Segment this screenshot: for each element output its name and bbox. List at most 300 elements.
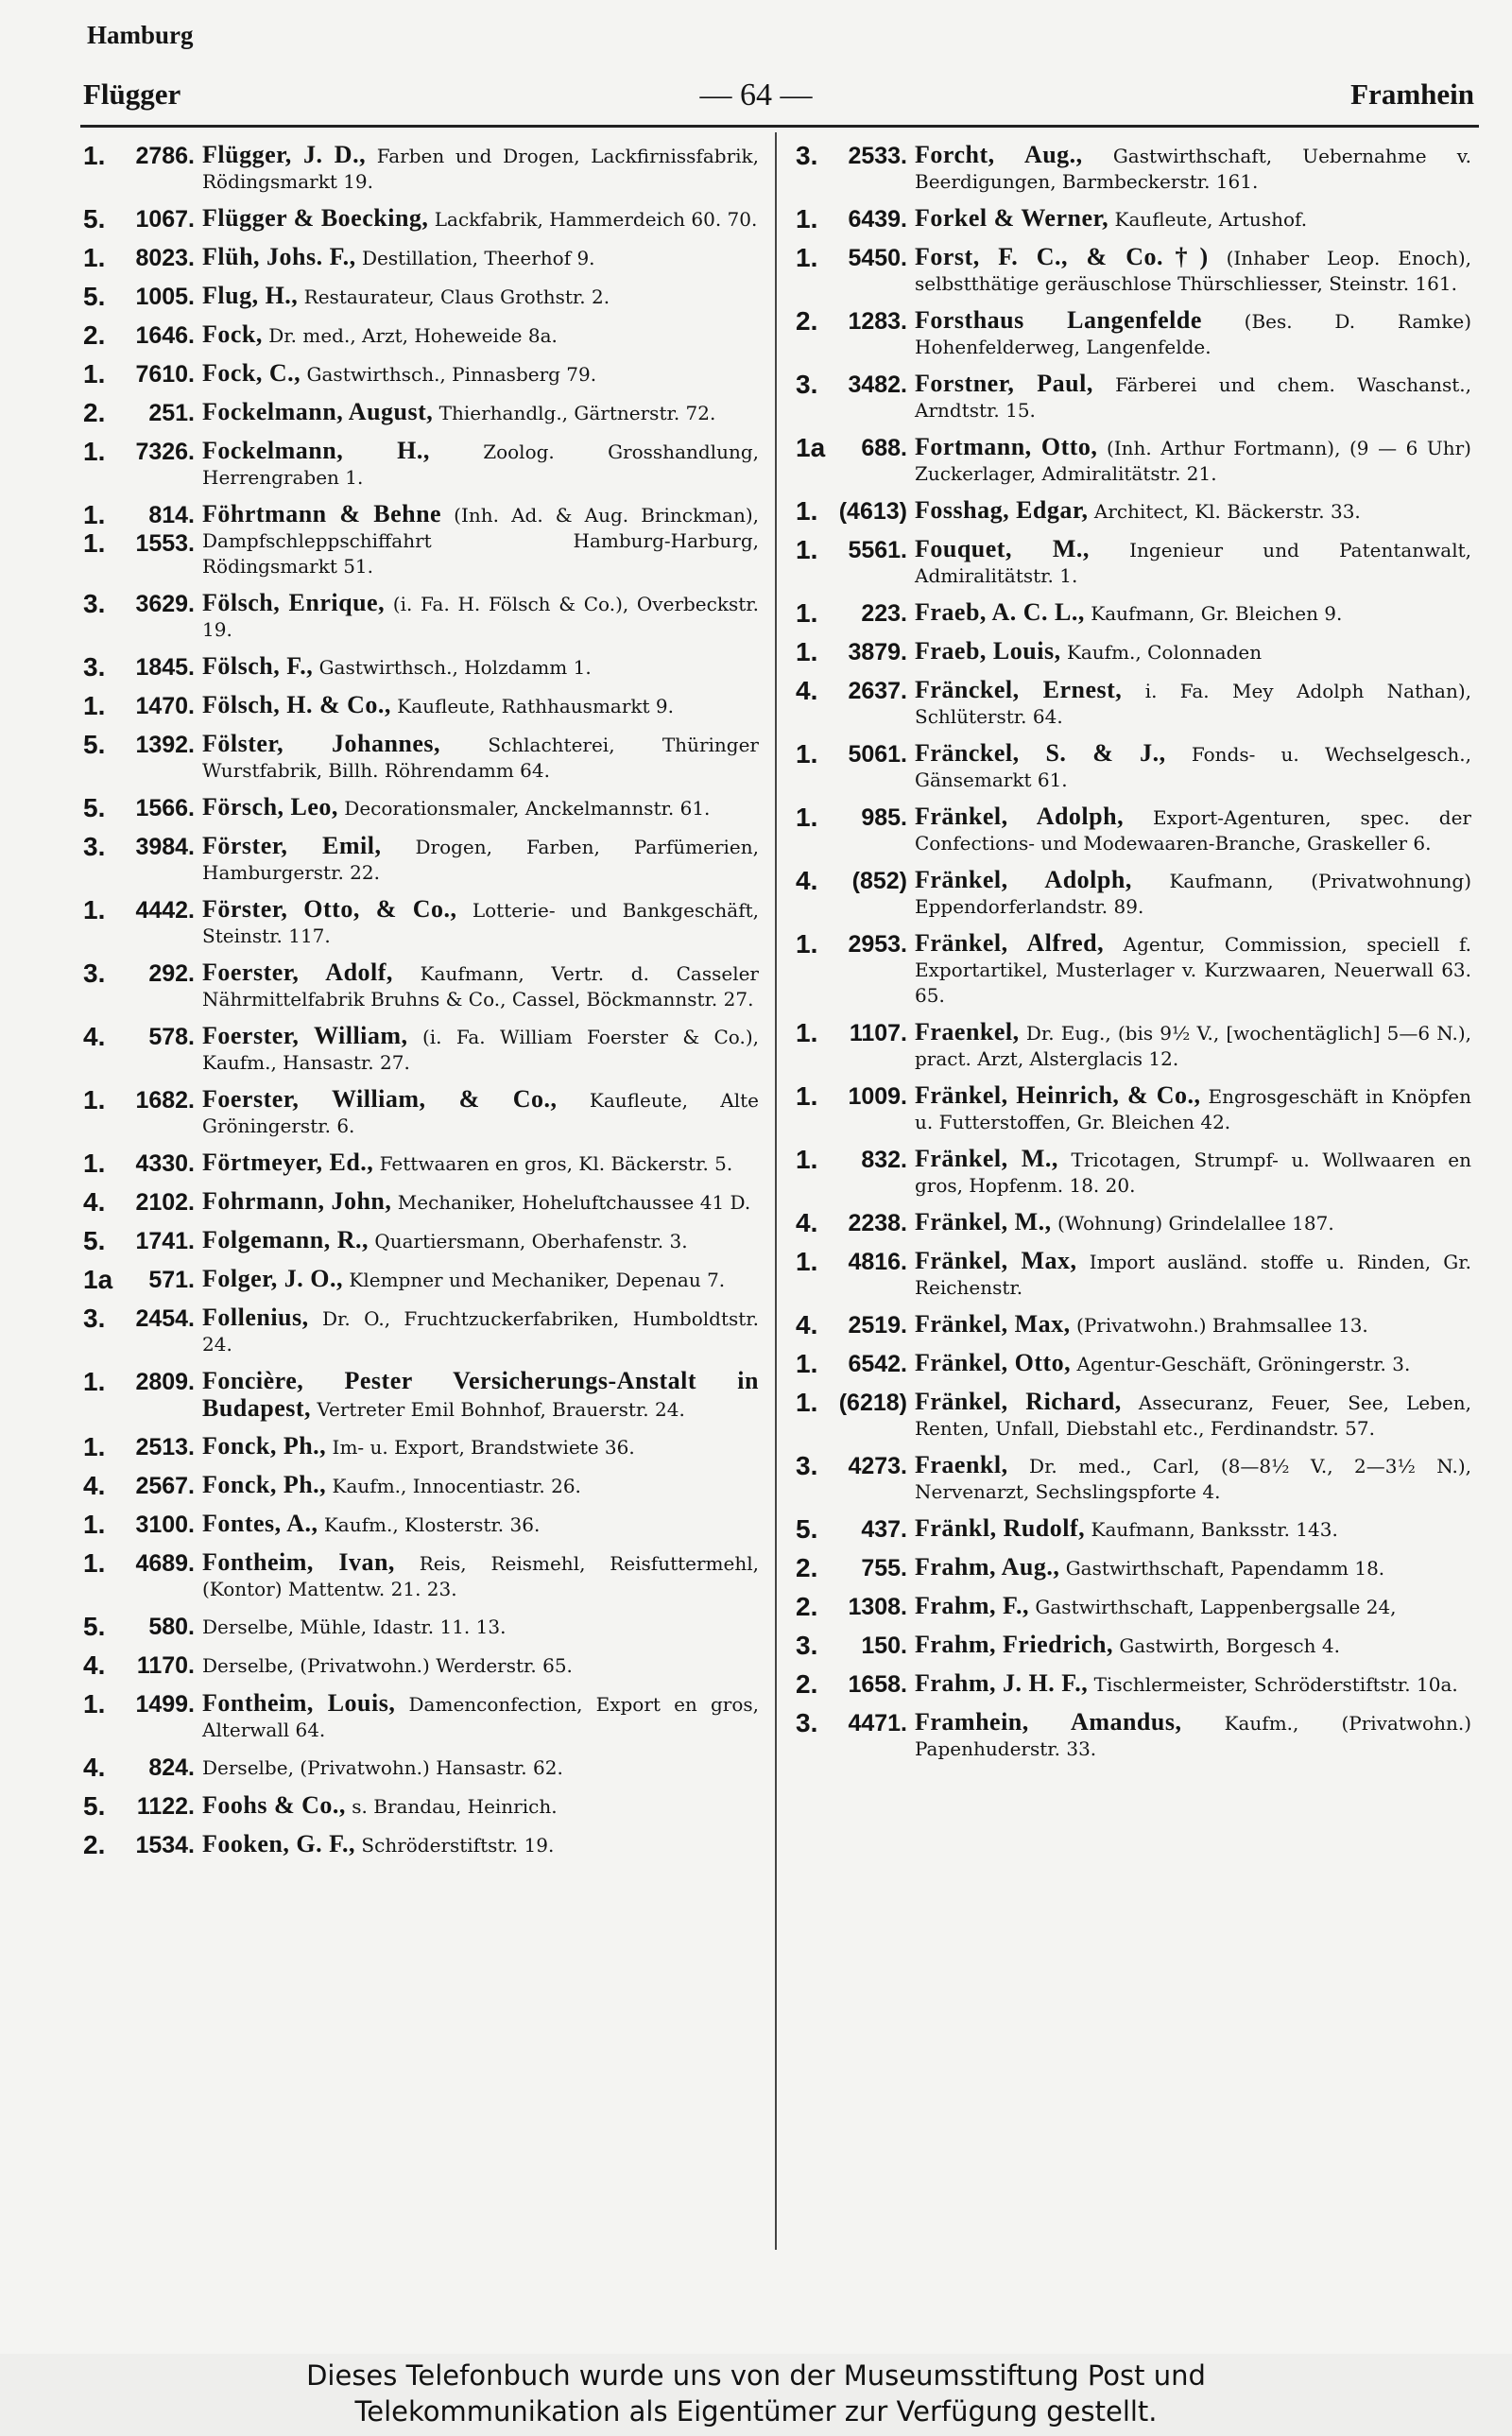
phone-number: 1170. bbox=[136, 1652, 195, 1679]
directory-entry bbox=[796, 371, 1471, 423]
directory-entry bbox=[83, 283, 759, 311]
entry-text bbox=[202, 244, 759, 271]
subscriber-name: Förster, Otto, & Co., bbox=[202, 895, 457, 923]
exchange-code: 3. bbox=[83, 832, 106, 861]
exchange-code: 1. bbox=[796, 803, 818, 832]
directory-entry bbox=[796, 536, 1471, 589]
phone-number: 2519. bbox=[848, 1312, 907, 1339]
subscriber-name: Förtmeyer, Ed., bbox=[202, 1149, 374, 1176]
entry-text bbox=[915, 1515, 1471, 1543]
subscriber-details: Dr. Eug., (bis 9½ V., [wochentäglich] 5—6 N.), pract. Arzt, Alsterglacis 12. bbox=[915, 1022, 1472, 1070]
directory-entry bbox=[796, 803, 1471, 856]
subscriber-name: Foncière, Pester Versicherungs-Anstalt in Budapest, bbox=[202, 1367, 759, 1422]
phone-number: 251. bbox=[148, 400, 195, 426]
subscriber-name: Fraenkel, bbox=[915, 1018, 1020, 1045]
entry-text bbox=[915, 1593, 1471, 1620]
running-head-left: Flügger bbox=[83, 78, 181, 111]
exchange-code: 1. bbox=[796, 496, 818, 526]
phone-number: 2454. bbox=[135, 1305, 195, 1332]
phone-number: 4330. bbox=[135, 1150, 195, 1177]
directory-entry bbox=[83, 959, 759, 1012]
subscriber-details: (Inhaber Leop. Enoch), selbstthätige geräuschlose Thürschliesser, Steinstr. 161. bbox=[915, 247, 1472, 295]
exchange-code: 1. bbox=[83, 437, 106, 466]
subscriber-name: Fock, C., bbox=[202, 359, 301, 387]
entry-text bbox=[915, 1019, 1471, 1072]
directory-entry bbox=[796, 867, 1471, 920]
subscriber-details: Destillation, Theerhof 9. bbox=[361, 247, 595, 269]
subscriber-details: Lotterie- und Bankgeschäft, Steinstr. 117. bbox=[202, 899, 760, 947]
entry-text bbox=[202, 283, 759, 310]
exchange-code: 1a bbox=[83, 1265, 113, 1294]
subscriber-details: Assecuranz, Feuer, See, Leben, Renten, Unfall, Diebstahl etc., Ferdinandstr. 57. bbox=[915, 1391, 1471, 1440]
directory-entry bbox=[796, 142, 1471, 195]
exchange-code: 1. 1. bbox=[83, 500, 106, 558]
directory-entry bbox=[83, 1613, 759, 1641]
exchange-code: 1. bbox=[796, 1247, 818, 1276]
directory-entry bbox=[796, 1389, 1471, 1442]
directory-entry bbox=[83, 1690, 759, 1743]
subscriber-details: Kaufmann, Gr. Bleichen 9. bbox=[1091, 602, 1343, 625]
subscriber-name: Framhein, Amandus, bbox=[915, 1708, 1182, 1736]
phone-number: 1470. bbox=[135, 693, 195, 719]
entry-text bbox=[915, 1082, 1471, 1135]
subscriber-name: Fränckel, Ernest, bbox=[915, 676, 1123, 703]
entry-text bbox=[202, 590, 759, 643]
phone-number: 580. bbox=[148, 1614, 195, 1640]
directory-entry bbox=[83, 1433, 759, 1461]
directory-entry bbox=[83, 653, 759, 682]
phone-number: 1009. bbox=[848, 1083, 907, 1110]
subscriber-details: Decorationsmaler, Anckelmannstr. 61. bbox=[344, 797, 711, 820]
subscriber-details: Färberei und chem. Waschanst., Arndtstr. 15. bbox=[915, 373, 1472, 422]
entry-text bbox=[202, 438, 759, 491]
exchange-code: 1. bbox=[83, 1367, 106, 1396]
subscriber-name: Foerster, William, & Co., bbox=[202, 1085, 558, 1113]
phone-number: 3629. bbox=[135, 591, 195, 617]
subscriber-name: Fontheim, Louis, bbox=[202, 1689, 396, 1717]
directory-entry bbox=[796, 1515, 1471, 1544]
phone-number: 4273. bbox=[848, 1453, 907, 1479]
phone-number: (852) bbox=[851, 868, 907, 894]
subscriber-details: Engrosgeschäft in Knöpfen u. Futterstoffen, Gr. Bleichen 42. bbox=[915, 1085, 1472, 1133]
directory-entry bbox=[796, 740, 1471, 793]
exchange-code: 1. bbox=[796, 1081, 818, 1111]
directory-entry bbox=[796, 1593, 1471, 1621]
subscriber-name: Fontheim, Ivan, bbox=[202, 1548, 395, 1576]
subscriber-name: Förster, Emil, bbox=[202, 832, 382, 859]
exchange-code: 1. bbox=[796, 1018, 818, 1047]
subscriber-details: Agentur-Geschäft, Gröningerstr. 3. bbox=[1076, 1353, 1411, 1375]
directory-entry bbox=[796, 1632, 1471, 1660]
exchange-code: 5. bbox=[83, 1612, 106, 1641]
column-divider bbox=[775, 132, 777, 2250]
directory-entry bbox=[83, 1149, 759, 1178]
subscriber-details: Klempner und Mechaniker, Depenau 7. bbox=[349, 1269, 726, 1291]
directory-entry bbox=[796, 1019, 1471, 1072]
subscriber-details: Gastwirthschaft, Lappenbergsalle 24, bbox=[1035, 1596, 1397, 1618]
subscriber-details: Kaufleute, Rathhausmarkt 9. bbox=[397, 695, 674, 717]
phone-number: (4613) bbox=[838, 498, 907, 525]
phone-number: 223. bbox=[861, 600, 907, 627]
subscriber-details: Gastwirth, Borgesch 4. bbox=[1119, 1634, 1340, 1657]
subscriber-details: (i. Fa. H. Fölsch & Co.), Overbeckstr. 19. bbox=[202, 593, 759, 641]
exchange-code: 3. bbox=[83, 959, 106, 988]
subscriber-name: Fock, bbox=[202, 320, 263, 348]
exchange-code: 1. bbox=[796, 1349, 818, 1378]
directory-entry bbox=[83, 244, 759, 272]
entry-text bbox=[202, 1188, 759, 1216]
phone-number: 755. bbox=[861, 1555, 907, 1581]
right-column bbox=[796, 142, 1471, 1762]
phone-number: 7610. bbox=[135, 361, 195, 388]
entry-text bbox=[202, 1651, 759, 1679]
subscriber-details: Kaufleute, Artushof. bbox=[1114, 208, 1308, 231]
subscriber-name: Foerster, Adolf, bbox=[202, 959, 393, 986]
entry-text bbox=[202, 1304, 759, 1357]
subscriber-name: Fränkel, Adolph, bbox=[915, 866, 1132, 893]
entry-text bbox=[915, 434, 1471, 487]
directory-entry bbox=[83, 501, 759, 579]
subscriber-name: Fölsch, H. & Co., bbox=[202, 691, 391, 718]
subscriber-name: Flug, H., bbox=[202, 282, 299, 309]
subscriber-details: Fonds- u. Wechselgesch., Gänsemarkt 61. bbox=[915, 743, 1471, 791]
subscriber-details: Derselbe, (Privatwohn.) Werderstr. 65. bbox=[202, 1654, 573, 1677]
subscriber-details: Kaufm., (Privatwohn.) Papenhuderstr. 33. bbox=[915, 1712, 1472, 1760]
phone-number: 1845. bbox=[135, 654, 195, 681]
directory-entry bbox=[83, 205, 759, 233]
subscriber-name: Fonck, Ph., bbox=[202, 1471, 327, 1498]
exchange-code: 1. bbox=[796, 243, 818, 272]
entry-text bbox=[915, 307, 1471, 360]
exchange-code: 5. bbox=[83, 730, 106, 759]
entry-text bbox=[915, 536, 1471, 589]
subscriber-details: Mechaniker, Hoheluftchaussee 41 D. bbox=[397, 1191, 751, 1214]
subscriber-name: Flügger & Boecking, bbox=[202, 204, 429, 232]
entry-text bbox=[915, 1670, 1471, 1698]
subscriber-details: Architect, Kl. Bäckerstr. 33. bbox=[1093, 500, 1361, 523]
phone-number: 832. bbox=[861, 1147, 907, 1173]
phone-number: 1392. bbox=[135, 732, 195, 758]
phone-number: 5561. bbox=[848, 537, 907, 563]
subscriber-name: Foerster, William, bbox=[202, 1022, 408, 1049]
phone-number: 7326. bbox=[135, 439, 195, 465]
phone-number: 6439. bbox=[848, 206, 907, 233]
phone-number: 1682. bbox=[135, 1087, 195, 1114]
subscriber-details: Vertreter Emil Bohnhof, Brauerstr. 24. bbox=[317, 1398, 685, 1421]
entry-text bbox=[915, 1632, 1471, 1659]
exchange-code: 5. bbox=[83, 1226, 106, 1255]
subscriber-details: Ingenieur und Patentanwalt, Admiralitätstr. 1. bbox=[915, 539, 1472, 587]
exchange-code: 1. bbox=[83, 1149, 106, 1178]
entry-text bbox=[202, 1549, 759, 1602]
subscriber-details: Kaufm., Innocentiastr. 26. bbox=[332, 1475, 581, 1497]
directory-entry bbox=[83, 1188, 759, 1217]
subscriber-details: Dr. med., Arzt, Hoheweide 8a. bbox=[268, 324, 558, 347]
subscriber-name: Föhrtmann & Behne bbox=[202, 500, 442, 527]
subscriber-details: (Wohnung) Grindelallee 187. bbox=[1057, 1212, 1334, 1235]
directory-entry bbox=[796, 638, 1471, 666]
phone-number: 2809. bbox=[135, 1369, 195, 1395]
footer-line-2: Telekommunikation als Eigentümer zur Verfügung gestellt. bbox=[354, 2395, 1158, 2427]
phone-number: 2533. bbox=[848, 143, 907, 169]
subscriber-details: Kaufmann, (Privatwohnung) Eppendorferlandstr. 89. bbox=[915, 870, 1471, 918]
subscriber-name: Frahm, J. H. F., bbox=[915, 1669, 1089, 1697]
subscriber-name: Flüh, Johs. F., bbox=[202, 243, 356, 270]
entry-text bbox=[915, 867, 1471, 920]
directory-entry bbox=[83, 1304, 759, 1357]
subscriber-name: Fränkel, Otto, bbox=[915, 1349, 1072, 1376]
directory-entry bbox=[796, 1554, 1471, 1582]
directory-entry bbox=[83, 1651, 759, 1680]
entry-text bbox=[915, 930, 1471, 1009]
phone-number: 1107. bbox=[849, 1020, 907, 1046]
directory-entry bbox=[796, 930, 1471, 1009]
phone-number: 2953. bbox=[848, 931, 907, 958]
directory-entry bbox=[83, 794, 759, 822]
exchange-code: 4. bbox=[796, 866, 818, 895]
subscriber-name: Fouquet, M., bbox=[915, 535, 1090, 562]
subscriber-details: Agentur, Commission, speciell f. Exportartikel, Musterlager v. Kurzwaaren, Neuerwall 63. 65. bbox=[915, 933, 1471, 1007]
phone-number: 3482. bbox=[848, 371, 907, 398]
subscriber-name: Forcht, Aug., bbox=[915, 141, 1083, 168]
subscriber-details: Kaufm., Klosterstr. 36. bbox=[323, 1513, 541, 1536]
subscriber-name: Frahm, F., bbox=[915, 1592, 1030, 1619]
subscriber-name: Frahm, Aug., bbox=[915, 1553, 1060, 1581]
entry-text bbox=[915, 599, 1471, 627]
phone-number: 1122. bbox=[136, 1793, 195, 1820]
subscriber-details: Kaufleute, Alte Gröningerstr. 6. bbox=[202, 1089, 760, 1137]
directory-entry bbox=[83, 1227, 759, 1255]
phone-number: 1534. bbox=[135, 1832, 195, 1858]
exchange-code: 4. bbox=[796, 676, 818, 705]
directory-entry bbox=[83, 399, 759, 427]
subscriber-name: Forst, F. C., & Co.†) bbox=[915, 243, 1209, 270]
entry-text bbox=[202, 1433, 759, 1460]
entry-text bbox=[915, 803, 1471, 856]
entry-text bbox=[202, 1472, 759, 1499]
subscriber-name: Fockelmann, H., bbox=[202, 437, 430, 464]
subscriber-details: Damenconfection, Export en gros, Alterwall 64. bbox=[202, 1693, 759, 1741]
footer-note bbox=[0, 2354, 1512, 2436]
subscriber-details: Gastwirthsch., Pinnasberg 79. bbox=[306, 363, 597, 386]
entry-text bbox=[202, 692, 759, 719]
exchange-code: 2. bbox=[796, 1669, 818, 1699]
subscriber-name: Fraeb, A. C. L., bbox=[915, 598, 1085, 626]
exchange-code: 1. bbox=[796, 598, 818, 628]
exchange-code: 2. bbox=[83, 1830, 106, 1859]
phone-number: 985. bbox=[861, 804, 907, 831]
entry-text bbox=[915, 1248, 1471, 1301]
exchange-code: 3. bbox=[83, 1304, 106, 1333]
directory-entry bbox=[796, 1670, 1471, 1699]
subscriber-name: Follenius, bbox=[202, 1304, 309, 1331]
phone-number: 2102. bbox=[135, 1189, 195, 1216]
subscriber-details: Fettwaaren en gros, Kl. Bäckerstr. 5. bbox=[379, 1152, 733, 1175]
entry-text bbox=[202, 1754, 759, 1781]
exchange-code: 5. bbox=[83, 282, 106, 311]
phone-number: 1005. bbox=[135, 284, 195, 310]
subscriber-name: Fölsch, Enrique, bbox=[202, 589, 386, 616]
directory-entry bbox=[796, 244, 1471, 297]
subscriber-name: Fränkel, Max, bbox=[915, 1310, 1071, 1338]
phone-number: 8023. bbox=[135, 245, 195, 271]
entry-text bbox=[202, 794, 759, 821]
subscriber-details: (i. Fa. William Foerster & Co.), Kaufm., Hansastr. 27. bbox=[202, 1026, 760, 1074]
entry-text bbox=[202, 1227, 759, 1254]
exchange-code: 3. bbox=[796, 1708, 818, 1737]
directory-entry bbox=[796, 1709, 1471, 1762]
subscriber-details: s. Brandau, Heinrich. bbox=[352, 1795, 558, 1818]
exchange-code: 1. bbox=[83, 1085, 106, 1114]
exchange-code: 1. bbox=[83, 691, 106, 720]
subscriber-name: Fockelmann, August, bbox=[202, 398, 434, 425]
directory-entry bbox=[83, 1831, 759, 1859]
exchange-code: 1. bbox=[796, 739, 818, 769]
entry-text bbox=[915, 740, 1471, 793]
entry-text bbox=[202, 1368, 759, 1423]
directory-entry bbox=[796, 1248, 1471, 1301]
phone-number: 1067. bbox=[135, 206, 195, 233]
entry-text bbox=[202, 142, 759, 195]
running-head-right: Framhein bbox=[1350, 78, 1474, 111]
exchange-code: 1. bbox=[83, 895, 106, 924]
subscriber-details: Kaufm., Colonnaden bbox=[1066, 641, 1263, 664]
header-rule bbox=[80, 125, 1479, 128]
subscriber-details: Zoolog. Grosshandlung, Herrengraben 1. bbox=[202, 441, 759, 489]
left-column bbox=[83, 142, 759, 1859]
subscriber-name: Foohs & Co., bbox=[202, 1791, 346, 1819]
exchange-code: 1. bbox=[83, 1689, 106, 1719]
phone-number: 1499. bbox=[135, 1691, 195, 1718]
subscriber-name: Fränkel, Alfred, bbox=[915, 929, 1105, 957]
entry-text bbox=[915, 1554, 1471, 1581]
phone-number: 578. bbox=[148, 1024, 195, 1050]
entry-text bbox=[915, 638, 1471, 665]
directory-entry bbox=[796, 1209, 1471, 1237]
directory-entry bbox=[796, 1146, 1471, 1199]
directory-entry bbox=[83, 1086, 759, 1139]
page-number: — 64 — bbox=[699, 78, 813, 112]
exchange-code: 5. bbox=[83, 793, 106, 822]
subscriber-details: (Privatwohn.) Brahmsallee 13. bbox=[1076, 1314, 1368, 1337]
exchange-code: 2. bbox=[796, 1592, 818, 1621]
entry-text bbox=[915, 1350, 1471, 1377]
entry-text bbox=[915, 677, 1471, 730]
subscriber-details: Import ausländ. stoffe u. Rinden, Gr. Reichenstr. bbox=[915, 1251, 1472, 1299]
exchange-code: 2. bbox=[83, 398, 106, 427]
exchange-code: 1. bbox=[796, 929, 818, 959]
exchange-code: 1. bbox=[83, 141, 106, 170]
phone-number: 4816. bbox=[848, 1249, 907, 1275]
entry-text bbox=[202, 321, 759, 349]
directory-entry bbox=[796, 599, 1471, 628]
exchange-code: 1. bbox=[796, 637, 818, 666]
phone-number: 437. bbox=[861, 1516, 907, 1543]
phone-number: 2786. bbox=[135, 143, 195, 169]
subscriber-details: Thierhandlg., Gärtnerstr. 72. bbox=[438, 402, 716, 424]
entry-text bbox=[202, 1086, 759, 1139]
entry-text bbox=[915, 1452, 1471, 1505]
directory-entry bbox=[796, 1082, 1471, 1135]
exchange-code: 3. bbox=[796, 370, 818, 399]
phone-number: 1308. bbox=[848, 1594, 907, 1620]
subscriber-details: (Bes. D. Ramke) Hohenfelderweg, Langenfelde. bbox=[915, 310, 1471, 358]
subscriber-name: Forkel & Werner, bbox=[915, 204, 1109, 232]
phone-number: 571. bbox=[148, 1267, 195, 1293]
entry-text bbox=[202, 501, 759, 579]
entry-text bbox=[202, 653, 759, 681]
subscriber-details: Reis, Reismehl, Reisfuttermehl, (Kontor) Mattentw. 21. 23. bbox=[202, 1552, 759, 1600]
phone-number: 814. 1553. bbox=[135, 502, 195, 557]
subscriber-name: Fohrmann, John, bbox=[202, 1187, 392, 1215]
exchange-code: 1a bbox=[796, 433, 826, 462]
subscriber-name: Fränkel, Max, bbox=[915, 1247, 1077, 1274]
directory-entry bbox=[83, 731, 759, 784]
subscriber-name: Fontes, A., bbox=[202, 1510, 318, 1537]
phone-number: 1646. bbox=[135, 322, 195, 349]
phone-number: 3879. bbox=[848, 639, 907, 665]
entry-text bbox=[915, 1146, 1471, 1199]
subscriber-details: Export-Agenturen, spec. der Confections- und Modewaaren-Branche, Graskeller 6. bbox=[915, 806, 1471, 855]
entry-text bbox=[202, 1266, 759, 1293]
phone-number: 292. bbox=[148, 960, 195, 987]
directory-entry bbox=[83, 590, 759, 643]
entry-text bbox=[202, 1792, 759, 1820]
directory-entry bbox=[796, 205, 1471, 233]
entry-text bbox=[915, 205, 1471, 233]
entry-text bbox=[202, 1511, 759, 1538]
subscriber-name: Fraeb, Louis, bbox=[915, 637, 1061, 665]
entry-text bbox=[915, 1209, 1471, 1236]
subscriber-details: Gastwirthsch., Holzdamm 1. bbox=[318, 656, 592, 679]
entry-text bbox=[915, 1709, 1471, 1762]
directory-entry bbox=[796, 434, 1471, 487]
entry-text bbox=[202, 1149, 759, 1177]
subscriber-name: Fränkel, M., bbox=[915, 1145, 1058, 1172]
phone-number: 2637. bbox=[848, 678, 907, 704]
subscriber-details: Tischlermeister, Schröderstiftstr. 10a. bbox=[1093, 1673, 1458, 1696]
subscriber-details: Kaufmann, Banksstr. 143. bbox=[1091, 1518, 1338, 1541]
directory-entry bbox=[796, 677, 1471, 730]
exchange-code: 3. bbox=[83, 589, 106, 618]
entry-text bbox=[202, 959, 759, 1012]
subscriber-name: Fosshag, Edgar, bbox=[915, 496, 1089, 524]
subscriber-details: Lackfabrik, Hammerdeich 60. 70. bbox=[434, 208, 758, 231]
directory-entry bbox=[796, 1350, 1471, 1378]
directory-entry bbox=[796, 497, 1471, 526]
directory-entry bbox=[83, 1549, 759, 1602]
subscriber-details: (Inh. Arthur Fortmann), (9 — 6 Uhr) Zuckerlager, Admiralitätstr. 21. bbox=[915, 437, 1471, 485]
phone-number: 688. bbox=[861, 435, 907, 461]
subscriber-name: Fortmann, Otto, bbox=[915, 433, 1098, 460]
subscriber-details: Derselbe, (Privatwohn.) Hansastr. 62. bbox=[202, 1756, 563, 1779]
directory-entry bbox=[83, 833, 759, 886]
exchange-code: 4. bbox=[796, 1208, 818, 1237]
directory-entry bbox=[83, 1792, 759, 1821]
directory-entry bbox=[83, 360, 759, 389]
exchange-code: 4. bbox=[83, 1187, 106, 1217]
phone-number: 1283. bbox=[848, 308, 907, 335]
phone-number: 2513. bbox=[135, 1434, 195, 1460]
directory-entry bbox=[83, 1266, 759, 1294]
directory-entry bbox=[83, 1472, 759, 1500]
directory-entry bbox=[83, 142, 759, 195]
phone-number: 3984. bbox=[135, 834, 195, 860]
exchange-code: 1. bbox=[83, 359, 106, 389]
exchange-code: 1. bbox=[796, 1145, 818, 1174]
phone-number: 1741. bbox=[135, 1228, 195, 1254]
subscriber-details: Dr. med., Carl, (8—8½ V., 2—3½ N.), Nervenarzt, Sechslingspforte 4. bbox=[915, 1455, 1471, 1503]
